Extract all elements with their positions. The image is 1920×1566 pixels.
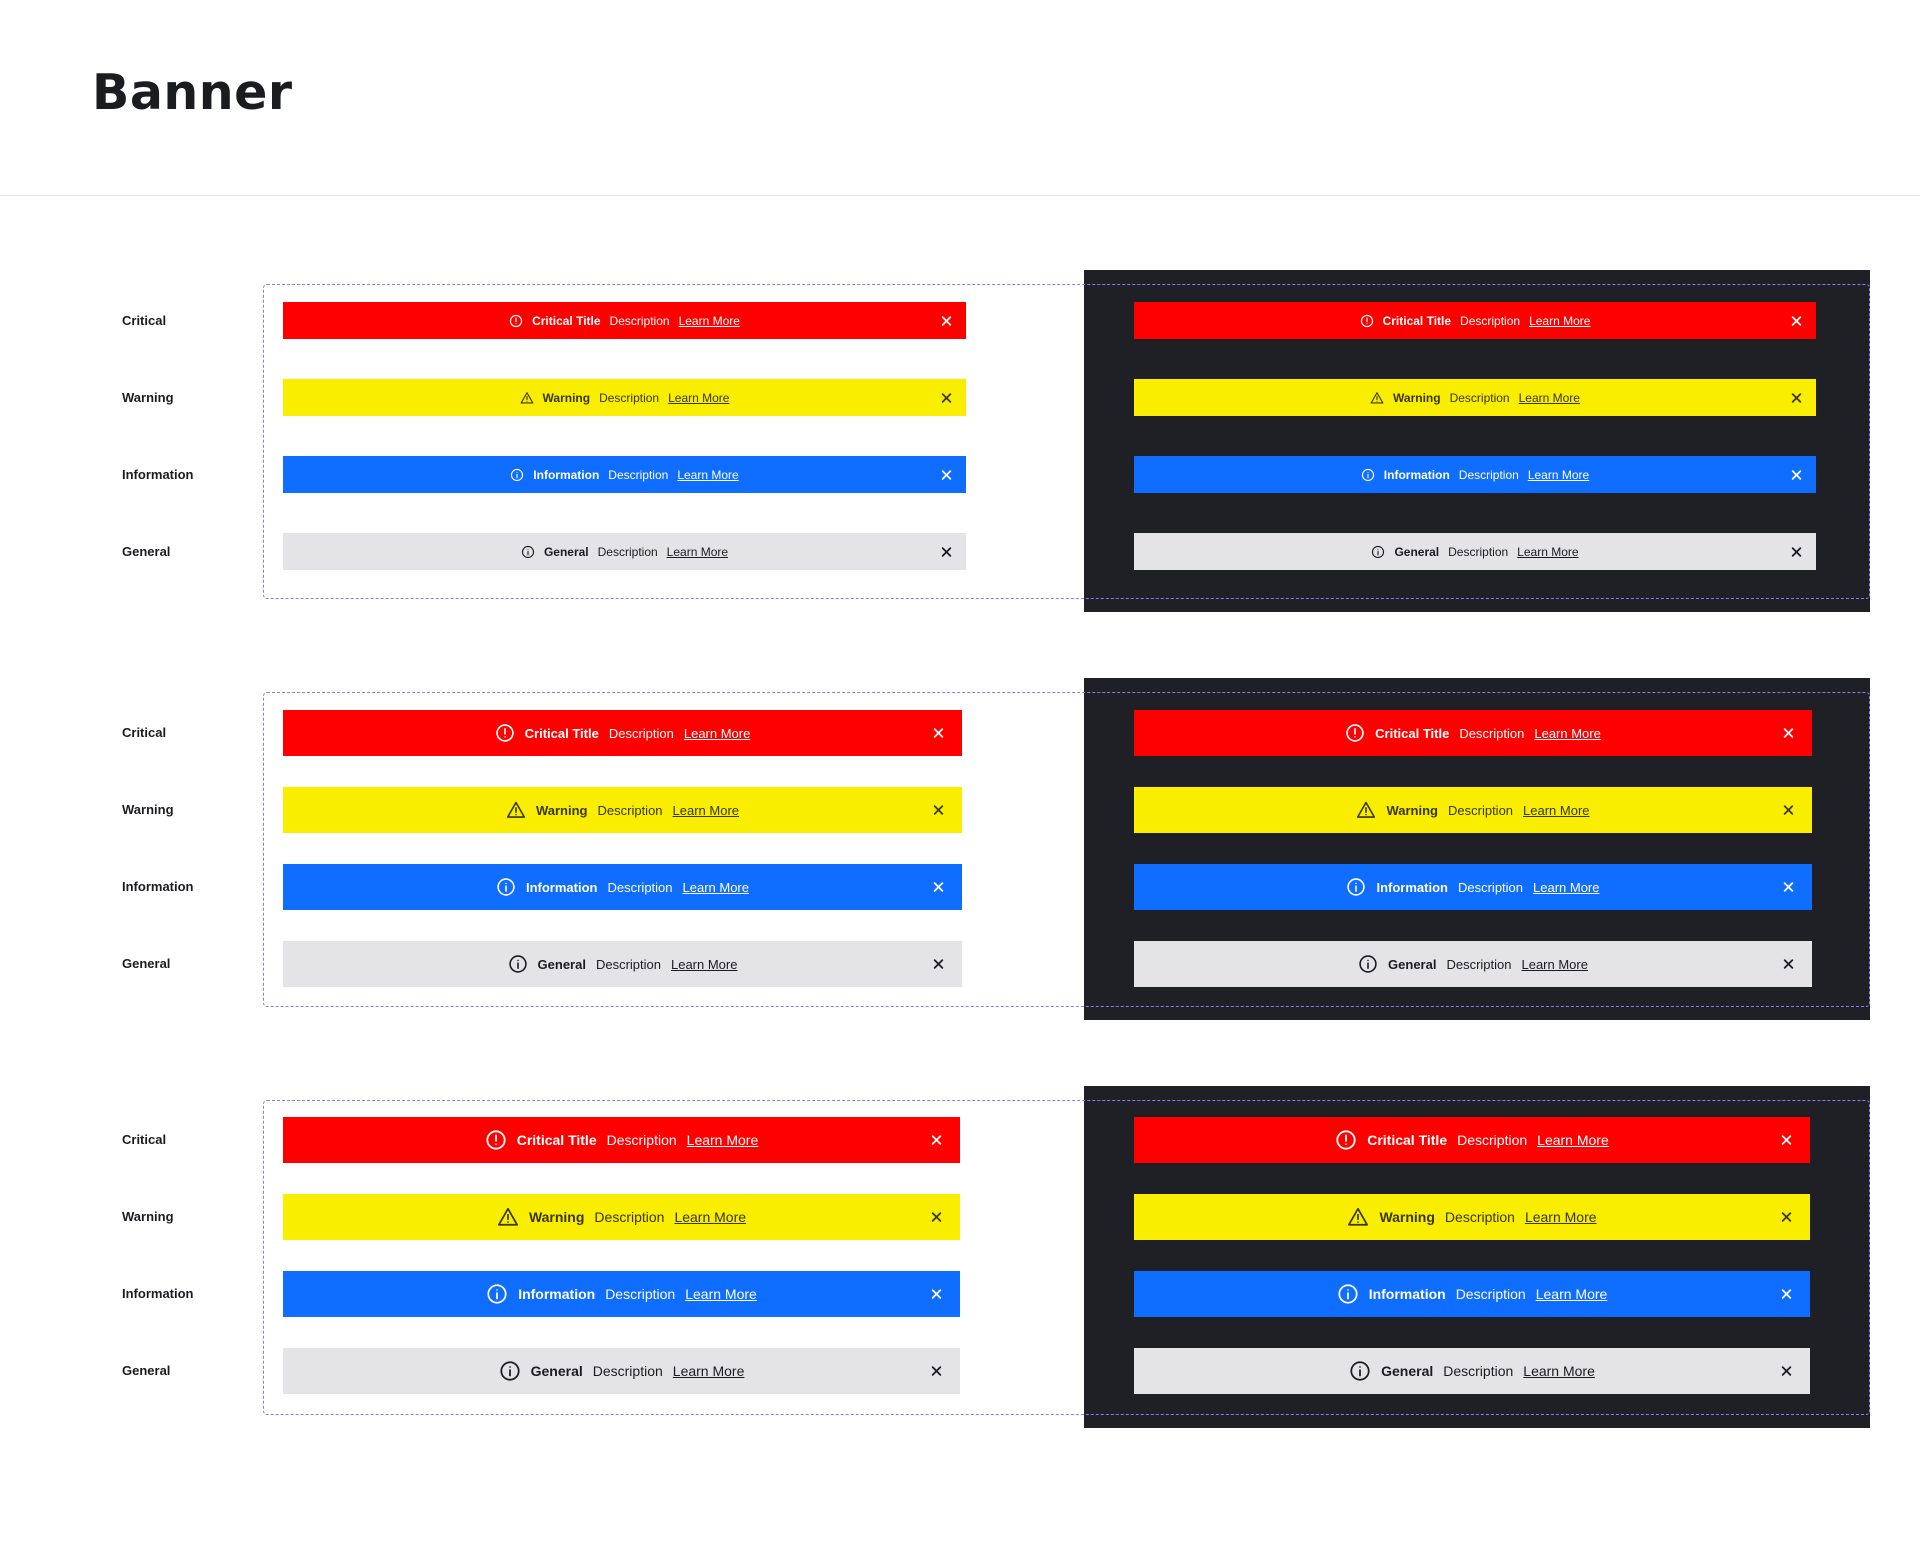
learn-more-link[interactable]: Learn More: [672, 1363, 745, 1379]
banner-title: General: [1388, 956, 1437, 972]
banner-description: Description: [1459, 725, 1525, 741]
banner-content: [485, 1129, 759, 1151]
banner-content: [520, 391, 730, 405]
warning-triangle-icon: [520, 391, 534, 405]
row-label-information: Information: [122, 879, 194, 894]
row-label-critical: Critical: [122, 1132, 167, 1147]
banner-content: [1358, 954, 1588, 974]
info-circle-icon: [510, 468, 524, 482]
row-label-critical: Critical: [122, 312, 167, 328]
banner-description: Description: [606, 1132, 677, 1148]
learn-more-link[interactable]: Learn More: [683, 725, 751, 741]
close-icon[interactable]: [931, 1289, 942, 1300]
banner-title: General: [1394, 544, 1440, 559]
banner-title: Information: [1376, 879, 1448, 895]
learn-more-link[interactable]: Learn More: [666, 544, 729, 559]
banner-content: [510, 468, 738, 482]
banner-content: [1349, 1360, 1595, 1382]
info-circle-icon: [508, 954, 528, 974]
close-icon[interactable]: [1791, 469, 1802, 480]
close-icon[interactable]: [941, 546, 952, 557]
banner-description: Description: [608, 467, 669, 482]
banner-content: [1347, 1206, 1596, 1228]
information-banner-medium-light: [283, 864, 962, 910]
general-banner-large-light: [283, 1348, 960, 1394]
banner-content: [1335, 1129, 1609, 1151]
banner-description: Description: [592, 1363, 663, 1379]
warning-triangle-icon: [1370, 391, 1384, 405]
banner-title: General: [530, 1363, 583, 1379]
banner-description: Description: [599, 390, 660, 405]
close-icon[interactable]: [1783, 805, 1794, 816]
close-icon[interactable]: [1783, 959, 1794, 970]
learn-more-link[interactable]: Learn More: [1527, 467, 1590, 482]
banner-title: Information: [1383, 467, 1450, 482]
alert-circle-icon: [485, 1129, 507, 1151]
info-circle-icon: [1358, 954, 1378, 974]
banner-content: [1337, 1283, 1608, 1305]
close-icon[interactable]: [1791, 315, 1802, 326]
learn-more-link[interactable]: Learn More: [1521, 956, 1588, 972]
banner-description: Description: [597, 802, 663, 818]
banner-description: Description: [607, 879, 673, 895]
close-icon[interactable]: [1791, 546, 1802, 557]
warning-banner-medium-dark: [1134, 787, 1812, 833]
warning-triangle-icon: [497, 1206, 519, 1228]
critical-banner-small-dark: [1134, 302, 1816, 339]
banner-content: [495, 723, 751, 743]
info-circle-icon: [1371, 545, 1385, 559]
banner-title: General: [537, 956, 586, 972]
info-circle-icon: [496, 877, 516, 897]
banner-title: Warning: [1379, 1209, 1435, 1225]
learn-more-link[interactable]: Learn More: [685, 1286, 757, 1302]
close-icon[interactable]: [1781, 1135, 1792, 1146]
close-icon[interactable]: [1781, 1366, 1792, 1377]
banner-description: Description: [594, 1209, 665, 1225]
banner-description: Description: [609, 313, 670, 328]
learn-more-link[interactable]: Learn More: [686, 1132, 759, 1148]
information-banner-small-dark: [1134, 456, 1816, 493]
info-circle-icon: [1337, 1283, 1359, 1305]
banner-description: Description: [1458, 467, 1519, 482]
information-banner-large-dark: [1134, 1271, 1810, 1317]
page-title: Banner: [92, 64, 293, 121]
banner-title: Critical Title: [524, 725, 599, 741]
close-icon[interactable]: [1791, 392, 1802, 403]
banner-title: Information: [1368, 1286, 1446, 1302]
critical-banner-medium-light: [283, 710, 962, 756]
banner-content: [497, 1206, 746, 1228]
close-icon[interactable]: [933, 728, 944, 739]
banner-description: Description: [1444, 1209, 1515, 1225]
row-label-information: Information: [122, 1286, 194, 1301]
learn-more-link[interactable]: Learn More: [670, 956, 738, 972]
row-label-general: General: [122, 1363, 171, 1378]
general-banner-small-light: [283, 533, 966, 570]
banner-content: [1360, 314, 1591, 328]
learn-more-link[interactable]: Learn More: [1518, 390, 1580, 405]
close-icon[interactable]: [941, 469, 952, 480]
close-icon[interactable]: [933, 805, 944, 816]
banner-description: Description: [595, 956, 661, 972]
alert-circle-icon: [1345, 723, 1365, 743]
banner-content: [509, 314, 740, 328]
banner-title: Warning: [528, 1209, 585, 1225]
general-banner-large-dark: [1134, 1348, 1810, 1394]
critical-banner-large-dark: [1134, 1117, 1810, 1163]
banner-description: Description: [1457, 879, 1524, 895]
close-icon[interactable]: [933, 959, 944, 970]
warning-triangle-icon: [506, 800, 526, 820]
banner-content: [521, 545, 728, 559]
banner-description: Description: [605, 1286, 676, 1302]
critical-banner-small-light: [283, 302, 966, 339]
row-label-warning: Warning: [122, 1209, 174, 1224]
banner-title: General: [543, 544, 589, 559]
close-icon[interactable]: [931, 1366, 942, 1377]
learn-more-link[interactable]: Learn More: [674, 1209, 747, 1225]
banner-description: Description: [1449, 390, 1510, 405]
learn-more-link[interactable]: Learn More: [668, 390, 730, 405]
banner-title: Information: [533, 467, 600, 482]
critical-banner-medium-dark: [1134, 710, 1812, 756]
row-label-warning: Warning: [122, 802, 174, 817]
learn-more-link[interactable]: Learn More: [682, 879, 749, 895]
close-icon[interactable]: [1781, 1289, 1792, 1300]
warning-banner-large-dark: [1134, 1194, 1810, 1240]
banner-content: [496, 877, 749, 897]
banner-title: Warning: [1386, 802, 1438, 818]
general-banner-medium-dark: [1134, 941, 1812, 987]
banner-description: Description: [1446, 956, 1512, 972]
general-banner-small-dark: [1134, 533, 1816, 570]
banner-description: Description: [597, 544, 658, 559]
warning-triangle-icon: [1347, 1206, 1369, 1228]
banner-content: [1370, 391, 1580, 405]
header-divider: [0, 195, 1920, 196]
banner-title: Information: [525, 879, 598, 895]
alert-circle-icon: [495, 723, 515, 743]
warning-triangle-icon: [1356, 800, 1376, 820]
banner-content: [486, 1283, 757, 1305]
banner-title: Critical Title: [532, 313, 601, 328]
learn-more-link[interactable]: Learn More: [1533, 879, 1600, 895]
banner-description: Description: [1460, 313, 1521, 328]
info-circle-icon: [499, 1360, 521, 1382]
banner-content: [1345, 723, 1601, 743]
banner-description: Description: [1448, 544, 1509, 559]
close-icon[interactable]: [933, 882, 944, 893]
critical-banner-large-light: [283, 1117, 960, 1163]
banner-title: Critical Title: [1367, 1132, 1448, 1148]
banner-description: Description: [1457, 1132, 1528, 1148]
banner-title: Warning: [542, 390, 591, 405]
learn-more-link[interactable]: Learn More: [672, 802, 740, 818]
learn-more-link[interactable]: Learn More: [1535, 1286, 1608, 1302]
banner-content: [508, 954, 738, 974]
banner-content: [499, 1360, 745, 1382]
row-label-warning: Warning: [122, 389, 174, 405]
row-label-information: Information: [122, 466, 194, 482]
close-icon[interactable]: [931, 1212, 942, 1223]
banner-description: Description: [1455, 1286, 1526, 1302]
close-icon[interactable]: [931, 1135, 942, 1146]
warning-banner-small-dark: [1134, 379, 1816, 416]
learn-more-link[interactable]: Learn More: [1534, 725, 1601, 741]
warning-banner-large-light: [283, 1194, 960, 1240]
close-icon[interactable]: [1783, 728, 1794, 739]
banner-content: [1356, 800, 1589, 820]
info-circle-icon: [521, 545, 535, 559]
general-banner-medium-light: [283, 941, 962, 987]
learn-more-link[interactable]: Learn More: [1529, 313, 1591, 328]
info-circle-icon: [1361, 468, 1375, 482]
learn-more-link[interactable]: Learn More: [1524, 1209, 1597, 1225]
banner-title: Critical Title: [1382, 313, 1452, 328]
banner-title: Warning: [1393, 390, 1441, 405]
banner-description: Description: [1443, 1363, 1514, 1379]
learn-more-link[interactable]: Learn More: [1523, 1363, 1595, 1379]
learn-more-link[interactable]: Learn More: [1517, 544, 1579, 559]
banner-content: [1371, 545, 1578, 559]
close-icon[interactable]: [1781, 1212, 1792, 1223]
alert-circle-icon: [1360, 314, 1374, 328]
information-banner-large-light: [283, 1271, 960, 1317]
banner-title: Critical Title: [516, 1132, 597, 1148]
row-label-general: General: [122, 956, 171, 971]
learn-more-link[interactable]: Learn More: [677, 467, 739, 482]
info-circle-icon: [1349, 1360, 1371, 1382]
close-icon[interactable]: [941, 315, 952, 326]
banner-title: Warning: [535, 802, 588, 818]
row-label-critical: Critical: [122, 725, 167, 740]
information-banner-medium-dark: [1134, 864, 1812, 910]
information-banner-small-light: [283, 456, 966, 493]
info-circle-icon: [486, 1283, 508, 1305]
close-icon[interactable]: [1783, 882, 1794, 893]
banner-content: [1361, 468, 1589, 482]
banner-description: Description: [608, 725, 674, 741]
info-circle-icon: [1346, 877, 1366, 897]
banner-title: Critical Title: [1375, 725, 1450, 741]
close-icon[interactable]: [941, 392, 952, 403]
banner-content: [506, 800, 739, 820]
learn-more-link[interactable]: Learn More: [678, 313, 740, 328]
learn-more-link[interactable]: Learn More: [1537, 1132, 1609, 1148]
banner-title: Information: [518, 1286, 596, 1302]
warning-banner-small-light: [283, 379, 966, 416]
row-label-general: General: [122, 543, 171, 559]
banner-description: Description: [1448, 802, 1514, 818]
alert-circle-icon: [509, 314, 523, 328]
banner-title: General: [1381, 1363, 1434, 1379]
banner-content: [1346, 877, 1599, 897]
warning-banner-medium-light: [283, 787, 962, 833]
alert-circle-icon: [1335, 1129, 1357, 1151]
learn-more-link[interactable]: Learn More: [1523, 802, 1590, 818]
